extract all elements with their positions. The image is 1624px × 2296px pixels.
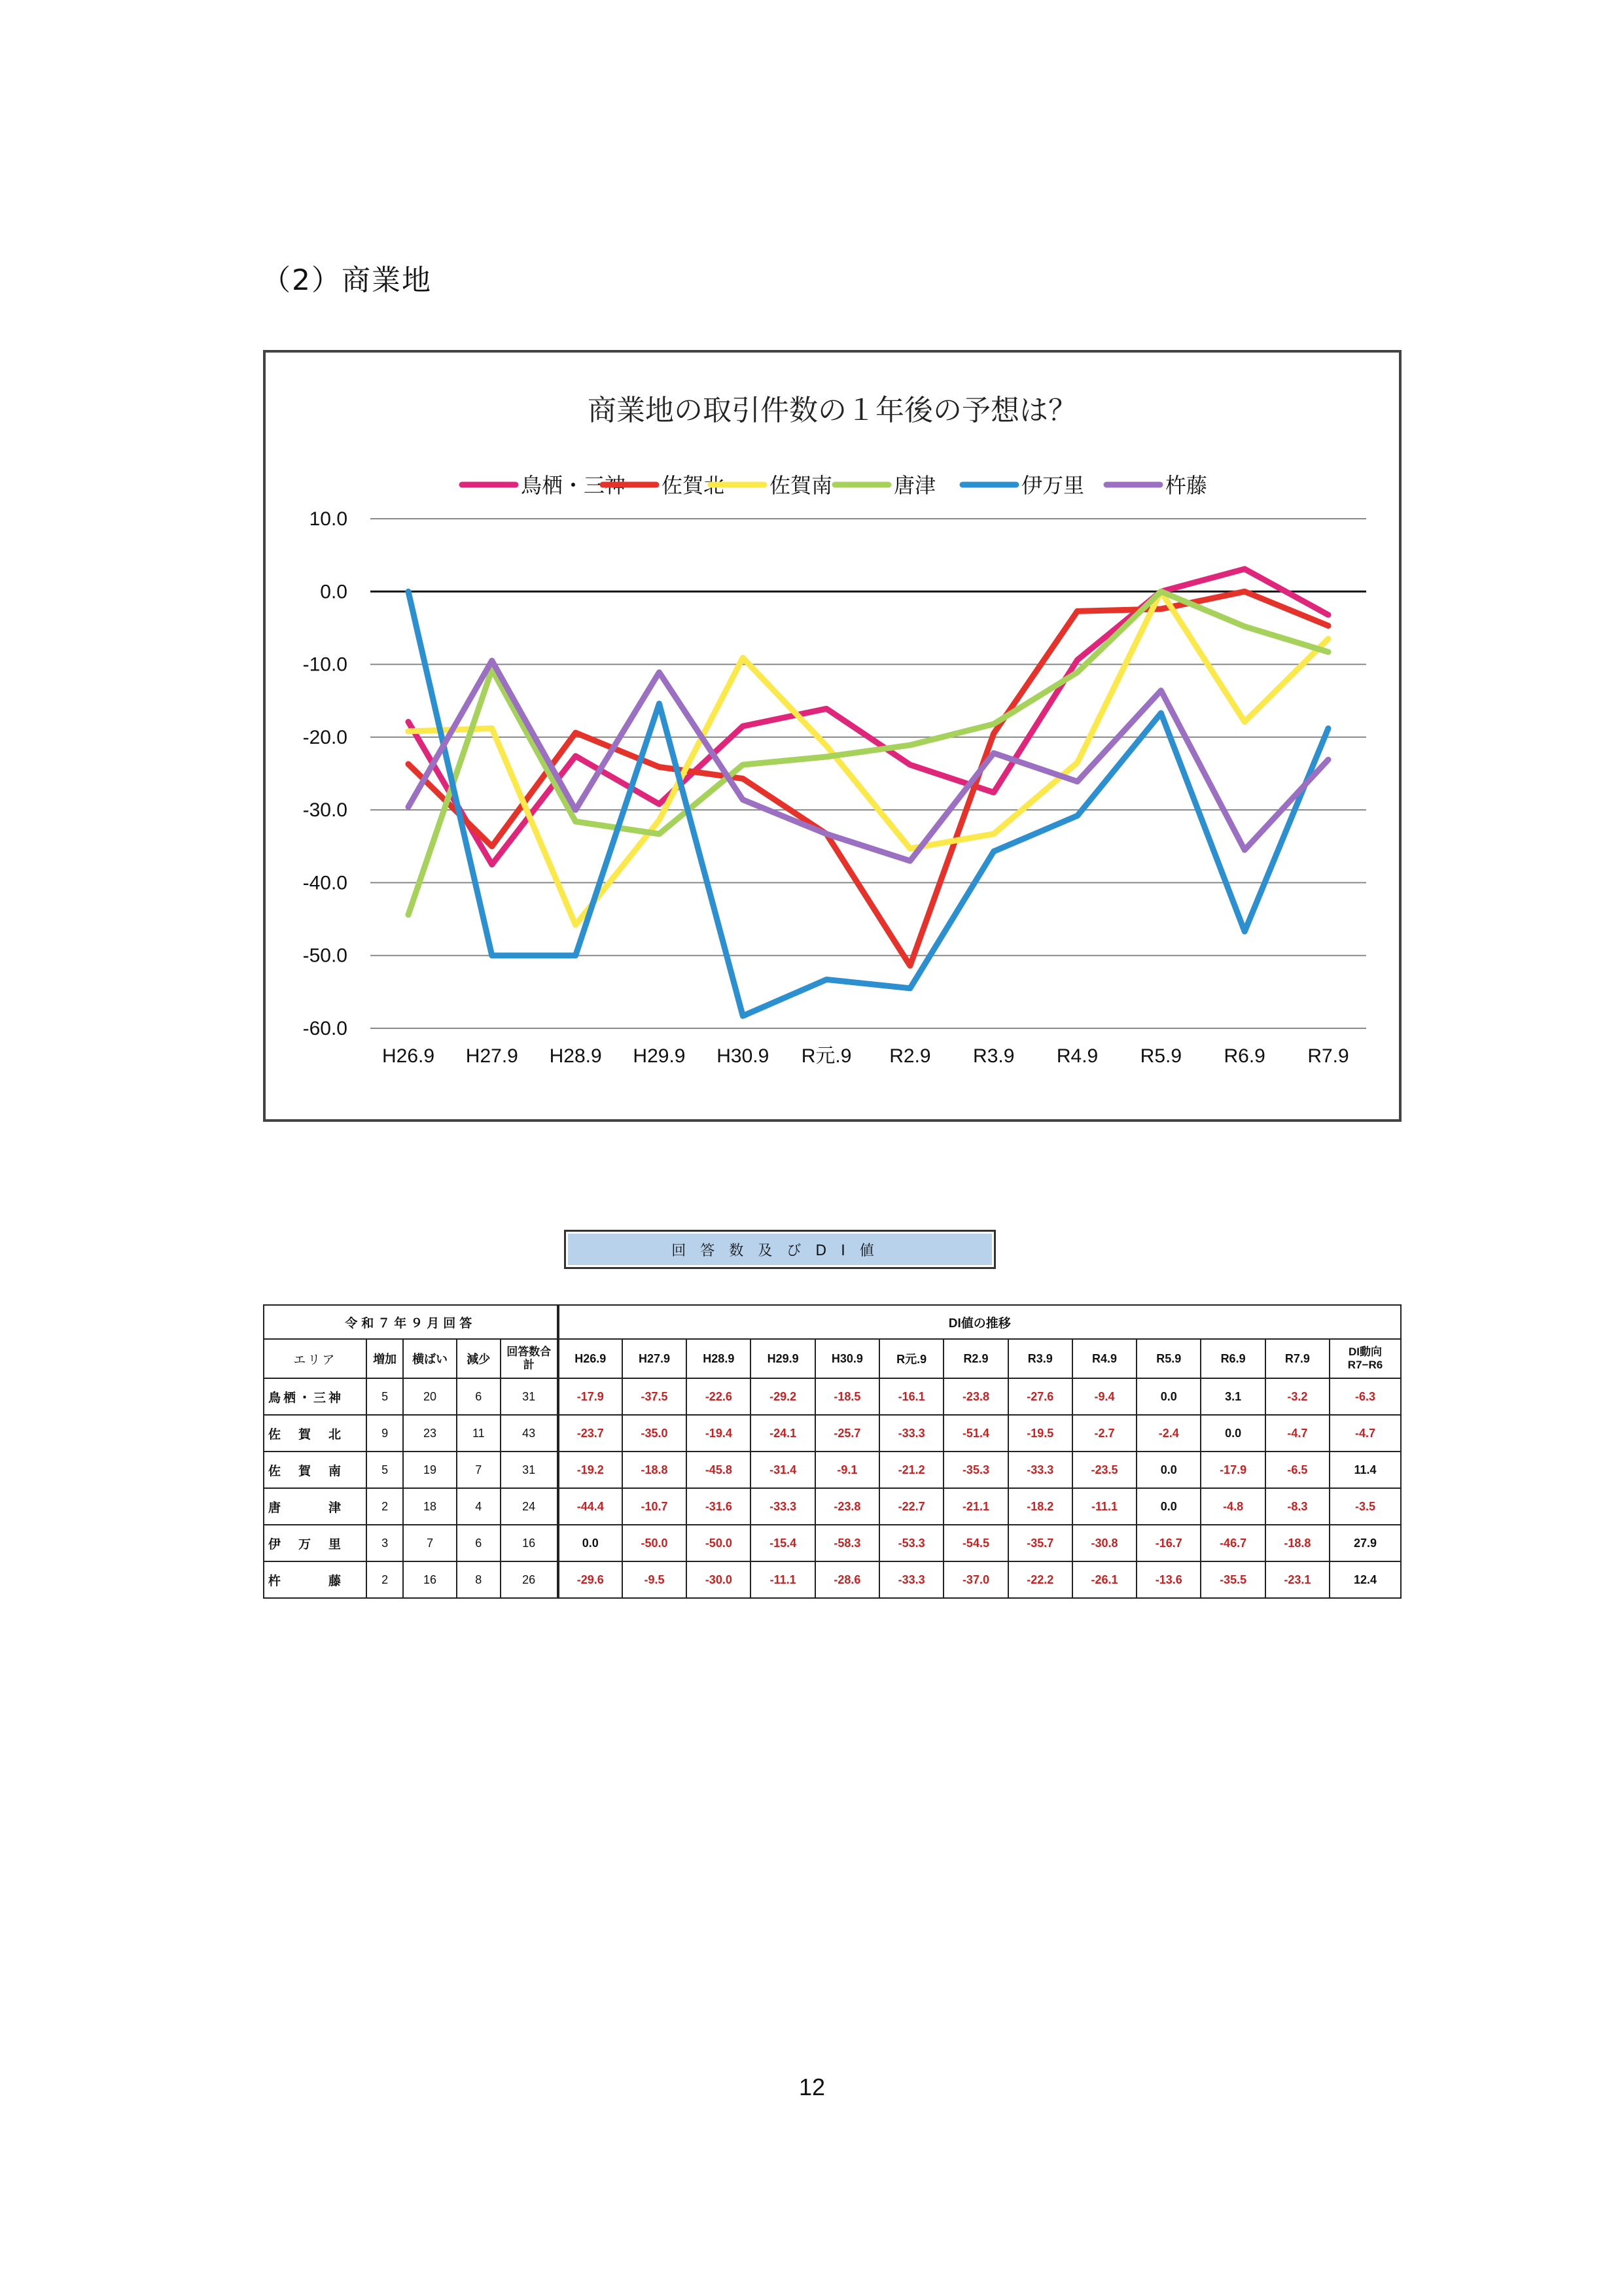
increase-cell: 2 bbox=[366, 1488, 403, 1525]
y-tick-label: -60.0 bbox=[302, 1018, 347, 1039]
x-tick-label: R7.9 bbox=[1307, 1045, 1349, 1067]
trend-cell: -4.7 bbox=[1330, 1415, 1401, 1452]
di-value-cell: -29.6 bbox=[558, 1561, 622, 1598]
period-column-header: H27.9 bbox=[622, 1339, 686, 1378]
di-value-cell: -11.1 bbox=[750, 1561, 815, 1598]
di-value-cell: -33.3 bbox=[1008, 1452, 1072, 1488]
increase-cell: 3 bbox=[366, 1525, 403, 1561]
table-row bbox=[264, 1525, 1401, 1561]
di-value-cell: -46.7 bbox=[1201, 1525, 1265, 1561]
di-value-cell: -23.8 bbox=[944, 1378, 1008, 1415]
trend-cell: -3.5 bbox=[1330, 1488, 1401, 1525]
flat-column-header: 横ばい bbox=[403, 1339, 457, 1378]
increase-cell: 5 bbox=[366, 1378, 403, 1415]
response-header: 令和７年９月回答 bbox=[264, 1305, 558, 1339]
area-cell: 伊 万 里 bbox=[264, 1525, 366, 1561]
total-column-header: 回答数合計 bbox=[501, 1339, 558, 1378]
y-tick-label: 10.0 bbox=[309, 508, 347, 530]
table-row bbox=[264, 1378, 1401, 1415]
di-value-cell: -11.1 bbox=[1072, 1488, 1137, 1525]
x-axis-ticks bbox=[382, 1045, 1349, 1067]
di-value-cell: -9.4 bbox=[1072, 1378, 1137, 1415]
y-tick-label: -40.0 bbox=[302, 872, 347, 894]
flat-cell: 23 bbox=[403, 1415, 457, 1452]
chart-title: 商業地の取引件数の１年後の予想は？ bbox=[588, 394, 1077, 427]
table-caption: 回答数及びDI値 bbox=[564, 1230, 996, 1269]
di-value-cell: -31.4 bbox=[750, 1452, 815, 1488]
series-line bbox=[408, 591, 1328, 965]
total-cell: 31 bbox=[501, 1378, 558, 1415]
trend-cell: 27.9 bbox=[1330, 1525, 1401, 1561]
di-value-cell: -4.7 bbox=[1265, 1415, 1330, 1452]
di-value-cell: -9.1 bbox=[815, 1452, 879, 1488]
di-value-cell: -21.2 bbox=[879, 1452, 944, 1488]
di-value-cell: -18.8 bbox=[622, 1452, 686, 1488]
di-value-cell: -30.0 bbox=[686, 1561, 750, 1598]
y-axis-ticks bbox=[303, 508, 347, 1039]
di-value-cell: -3.2 bbox=[1265, 1378, 1330, 1415]
legend-label: 唐津 bbox=[894, 473, 936, 498]
legend-label: 鳥栖・三神 bbox=[521, 473, 626, 498]
total-cell: 31 bbox=[501, 1452, 558, 1488]
table-header-row-1 bbox=[264, 1305, 1401, 1339]
total-cell: 24 bbox=[501, 1488, 558, 1525]
di-value-cell: -17.9 bbox=[558, 1378, 622, 1415]
di-value-cell: -29.2 bbox=[750, 1378, 815, 1415]
table-row bbox=[264, 1415, 1401, 1452]
legend-label: 杵藤 bbox=[1165, 473, 1208, 498]
di-value-cell: -35.0 bbox=[622, 1415, 686, 1452]
y-tick-label: -30.0 bbox=[302, 799, 347, 822]
di-value-cell: -26.1 bbox=[1072, 1561, 1137, 1598]
di-value-cell: -21.1 bbox=[944, 1488, 1008, 1525]
area-cell: 唐 津 bbox=[264, 1488, 366, 1525]
di-value-cell: -18.5 bbox=[815, 1378, 879, 1415]
di-value-cell: 0.0 bbox=[558, 1525, 622, 1561]
flat-cell: 20 bbox=[403, 1378, 457, 1415]
x-tick-label: R2.9 bbox=[889, 1045, 931, 1067]
di-value-cell: -53.3 bbox=[879, 1525, 944, 1561]
di-value-cell: -17.9 bbox=[1201, 1452, 1265, 1488]
total-cell: 16 bbox=[501, 1525, 558, 1561]
period-column-header: R5.9 bbox=[1137, 1339, 1201, 1378]
di-value-cell: -24.1 bbox=[750, 1415, 815, 1452]
area-cell: 佐 賀 南 bbox=[264, 1452, 366, 1488]
di-value-cell: -30.8 bbox=[1072, 1525, 1137, 1561]
x-tick-label: R元.9 bbox=[801, 1045, 852, 1067]
di-value-cell: 0.0 bbox=[1137, 1488, 1201, 1525]
di-header: DI値の推移 bbox=[558, 1305, 1401, 1339]
y-tick-label: -50.0 bbox=[302, 945, 347, 967]
decrease-column-header: 減少 bbox=[457, 1339, 501, 1378]
di-value-cell: -58.3 bbox=[815, 1525, 879, 1561]
period-column-header: H28.9 bbox=[686, 1339, 750, 1378]
area-column-header: エリア bbox=[264, 1339, 366, 1378]
di-value-cell: -28.6 bbox=[815, 1561, 879, 1598]
di-value-cell: -18.8 bbox=[1265, 1525, 1330, 1561]
di-value-cell: -33.3 bbox=[879, 1561, 944, 1598]
chart-series-lines bbox=[408, 569, 1328, 1016]
di-value-cell: -22.7 bbox=[879, 1488, 944, 1525]
period-column-header: R4.9 bbox=[1072, 1339, 1137, 1378]
period-column-header: R6.9 bbox=[1201, 1339, 1265, 1378]
trend-cell: -6.3 bbox=[1330, 1378, 1401, 1415]
flat-cell: 18 bbox=[403, 1488, 457, 1525]
di-value-cell: -10.7 bbox=[622, 1488, 686, 1525]
decrease-cell: 7 bbox=[457, 1452, 501, 1488]
x-tick-label: H30.9 bbox=[716, 1045, 769, 1067]
period-column-header: R3.9 bbox=[1008, 1339, 1072, 1378]
di-value-cell: -37.0 bbox=[944, 1561, 1008, 1598]
di-value-cell: -23.7 bbox=[558, 1415, 622, 1452]
di-value-cell: 0.0 bbox=[1137, 1378, 1201, 1415]
page-number: 12 bbox=[798, 2074, 826, 2100]
di-value-cell: -50.0 bbox=[686, 1525, 750, 1561]
di-value-cell: -35.5 bbox=[1201, 1561, 1265, 1598]
di-value-cell: -45.8 bbox=[686, 1452, 750, 1488]
di-value-cell: -16.7 bbox=[1137, 1525, 1201, 1561]
di-value-cell: -4.8 bbox=[1201, 1488, 1265, 1525]
period-column-header: R7.9 bbox=[1265, 1339, 1330, 1378]
flat-cell: 19 bbox=[403, 1452, 457, 1488]
x-tick-label: R3.9 bbox=[973, 1045, 1015, 1067]
di-value-cell: -9.5 bbox=[622, 1561, 686, 1598]
series-line bbox=[408, 569, 1328, 865]
di-value-cell: -35.3 bbox=[944, 1452, 1008, 1488]
y-tick-label: -10.0 bbox=[302, 653, 347, 676]
period-column-header: R元.9 bbox=[879, 1339, 944, 1378]
increase-cell: 9 bbox=[366, 1415, 403, 1452]
di-value-cell: -18.2 bbox=[1008, 1488, 1072, 1525]
increase-cell: 2 bbox=[366, 1561, 403, 1598]
area-cell: 鳥栖・三神 bbox=[264, 1378, 366, 1415]
table-header-row-2 bbox=[264, 1339, 1401, 1378]
series-line bbox=[408, 591, 1328, 1016]
trend-cell: 11.4 bbox=[1330, 1452, 1401, 1488]
x-tick-label: R6.9 bbox=[1224, 1045, 1265, 1067]
di-value-cell: 0.0 bbox=[1137, 1452, 1201, 1488]
di-value-cell: -25.7 bbox=[815, 1415, 879, 1452]
di-value-cell: -22.6 bbox=[686, 1378, 750, 1415]
x-tick-label: H26.9 bbox=[381, 1045, 435, 1067]
x-tick-label: R5.9 bbox=[1140, 1045, 1182, 1067]
increase-cell: 5 bbox=[366, 1452, 403, 1488]
decrease-cell: 11 bbox=[457, 1415, 501, 1452]
flat-cell: 16 bbox=[403, 1561, 457, 1598]
di-value-cell: -19.2 bbox=[558, 1452, 622, 1488]
line-chart bbox=[266, 353, 1399, 1119]
y-tick-label: -20.0 bbox=[302, 726, 347, 748]
period-column-header: H30.9 bbox=[815, 1339, 879, 1378]
di-value-cell: -13.6 bbox=[1137, 1561, 1201, 1598]
di-value-cell: -23.1 bbox=[1265, 1561, 1330, 1598]
period-column-header: H26.9 bbox=[558, 1339, 622, 1378]
di-value-cell: -23.8 bbox=[815, 1488, 879, 1525]
di-value-cell: -16.1 bbox=[879, 1378, 944, 1415]
di-value-cell: -51.4 bbox=[944, 1415, 1008, 1452]
di-value-cell: -35.7 bbox=[1008, 1525, 1072, 1561]
di-value-cell: 3.1 bbox=[1201, 1378, 1265, 1415]
series-line bbox=[408, 661, 1328, 861]
di-value-cell: -31.6 bbox=[686, 1488, 750, 1525]
di-value-cell: -50.0 bbox=[622, 1525, 686, 1561]
di-value-cell: 0.0 bbox=[1201, 1415, 1265, 1452]
increase-column-header: 増加 bbox=[366, 1339, 403, 1378]
decrease-cell: 6 bbox=[457, 1378, 501, 1415]
di-value-cell: -22.2 bbox=[1008, 1561, 1072, 1598]
table-row bbox=[264, 1488, 1401, 1525]
section-heading: （2）商業地 bbox=[262, 264, 432, 297]
table-row bbox=[264, 1561, 1401, 1598]
di-table bbox=[263, 1304, 1402, 1599]
chart-frame bbox=[263, 350, 1402, 1122]
di-value-cell: -15.4 bbox=[750, 1525, 815, 1561]
y-tick-label: 0.0 bbox=[320, 581, 347, 603]
di-value-cell: -2.7 bbox=[1072, 1415, 1137, 1452]
total-cell: 26 bbox=[501, 1561, 558, 1598]
period-column-header: R2.9 bbox=[944, 1339, 1008, 1378]
di-value-cell: -27.6 bbox=[1008, 1378, 1072, 1415]
di-value-cell: -6.5 bbox=[1265, 1452, 1330, 1488]
decrease-cell: 6 bbox=[457, 1525, 501, 1561]
di-value-cell: -19.4 bbox=[686, 1415, 750, 1452]
trend-cell: 12.4 bbox=[1330, 1561, 1401, 1598]
flat-cell: 7 bbox=[403, 1525, 457, 1561]
table-body bbox=[264, 1378, 1401, 1598]
chart-legend bbox=[462, 473, 1207, 498]
area-cell: 杵 藤 bbox=[264, 1561, 366, 1598]
di-value-cell: -33.3 bbox=[750, 1488, 815, 1525]
di-value-cell: -33.3 bbox=[879, 1415, 944, 1452]
di-value-cell: -44.4 bbox=[558, 1488, 622, 1525]
area-cell: 佐 賀 北 bbox=[264, 1415, 366, 1452]
x-tick-label: H28.9 bbox=[549, 1045, 602, 1067]
di-value-cell: -2.4 bbox=[1137, 1415, 1201, 1452]
di-value-cell: -8.3 bbox=[1265, 1488, 1330, 1525]
legend-label: 佐賀南 bbox=[769, 473, 833, 498]
decrease-cell: 8 bbox=[457, 1561, 501, 1598]
di-value-cell: -23.5 bbox=[1072, 1452, 1137, 1488]
legend-label: 伊万里 bbox=[1021, 473, 1085, 498]
di-value-cell: -19.5 bbox=[1008, 1415, 1072, 1452]
total-cell: 43 bbox=[501, 1415, 558, 1452]
di-value-cell: -54.5 bbox=[944, 1525, 1008, 1561]
legend-label: 佐賀北 bbox=[662, 473, 725, 498]
di-value-cell: -37.5 bbox=[622, 1378, 686, 1415]
x-tick-label: R4.9 bbox=[1056, 1045, 1099, 1067]
x-tick-label: H27.9 bbox=[465, 1045, 518, 1067]
table-row bbox=[264, 1452, 1401, 1488]
period-column-header: H29.9 bbox=[750, 1339, 815, 1378]
trend-column-header: DI動向 R7−R6 bbox=[1330, 1339, 1401, 1378]
decrease-cell: 4 bbox=[457, 1488, 501, 1525]
x-tick-label: H29.9 bbox=[633, 1045, 686, 1067]
